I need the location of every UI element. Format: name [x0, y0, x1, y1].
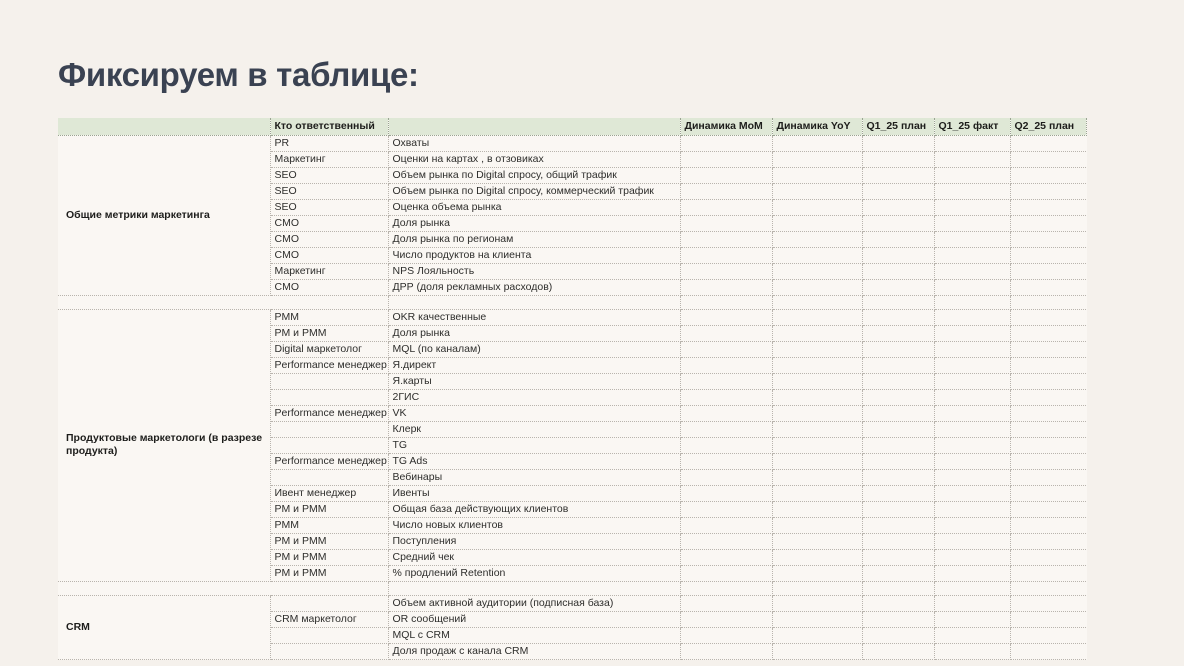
- cell-q1-fact[interactable]: [934, 135, 1010, 151]
- cell-yoy[interactable]: [772, 533, 862, 549]
- cell-metric: Ивенты: [388, 485, 680, 501]
- cell-q1-plan[interactable]: [862, 501, 934, 517]
- cell-q1-fact[interactable]: [934, 199, 1010, 215]
- spacer-cell: [862, 581, 934, 595]
- cell-mom[interactable]: [680, 501, 772, 517]
- section-label: CRM: [58, 595, 270, 659]
- cell-responsible: Ивент менеджер: [270, 485, 388, 501]
- table-row: [58, 135, 1086, 151]
- cell-q1-fact[interactable]: [934, 231, 1010, 247]
- cell-q1-plan[interactable]: [862, 309, 934, 325]
- cell-mom[interactable]: [680, 453, 772, 469]
- cell-q2-plan[interactable]: [1010, 501, 1086, 517]
- cell-q2-plan[interactable]: [1010, 231, 1086, 247]
- cell-q1-plan[interactable]: [862, 389, 934, 405]
- cell-q1-fact[interactable]: [934, 469, 1010, 485]
- cell-yoy[interactable]: [772, 517, 862, 533]
- cell-mom[interactable]: [680, 279, 772, 295]
- cell-responsible: [270, 469, 388, 485]
- cell-responsible: [270, 643, 388, 659]
- cell-yoy[interactable]: [772, 167, 862, 183]
- cell-responsible: Digital маркетолог: [270, 341, 388, 357]
- cell-yoy[interactable]: [772, 199, 862, 215]
- cell-yoy[interactable]: [772, 231, 862, 247]
- cell-responsible: PM и PMM: [270, 533, 388, 549]
- cell-q1-plan[interactable]: [862, 341, 934, 357]
- cell-q2-plan[interactable]: [1010, 405, 1086, 421]
- cell-mom[interactable]: [680, 309, 772, 325]
- column-header-mom: Динамика MoM: [680, 118, 772, 135]
- cell-responsible: CMO: [270, 215, 388, 231]
- cell-q1-plan[interactable]: [862, 611, 934, 627]
- cell-metric: Клерк: [388, 421, 680, 437]
- cell-mom[interactable]: [680, 231, 772, 247]
- cell-q2-plan[interactable]: [1010, 389, 1086, 405]
- cell-metric: Доля рынка по регионам: [388, 231, 680, 247]
- column-header-responsible: Кто ответственный: [270, 118, 388, 135]
- cell-metric: NPS Лояльность: [388, 263, 680, 279]
- spacer-cell: [388, 295, 680, 309]
- cell-q1-fact[interactable]: [934, 453, 1010, 469]
- cell-q2-plan[interactable]: [1010, 373, 1086, 389]
- cell-q1-plan[interactable]: [862, 405, 934, 421]
- cell-q2-plan[interactable]: [1010, 627, 1086, 643]
- cell-metric: Охваты: [388, 135, 680, 151]
- cell-q1-plan[interactable]: [862, 135, 934, 151]
- cell-yoy[interactable]: [772, 437, 862, 453]
- cell-yoy[interactable]: [772, 627, 862, 643]
- cell-q1-plan[interactable]: [862, 151, 934, 167]
- cell-q2-plan[interactable]: [1010, 453, 1086, 469]
- column-header-q2-plan: Q2_25 план: [1010, 118, 1086, 135]
- spacer-cell: [862, 295, 934, 309]
- cell-q1-fact[interactable]: [934, 215, 1010, 231]
- cell-mom[interactable]: [680, 357, 772, 373]
- cell-q2-plan[interactable]: [1010, 437, 1086, 453]
- cell-metric: Средний чек: [388, 549, 680, 565]
- cell-responsible: CMO: [270, 247, 388, 263]
- cell-q1-fact[interactable]: [934, 263, 1010, 279]
- cell-mom[interactable]: [680, 595, 772, 611]
- cell-metric: VK: [388, 405, 680, 421]
- column-header-q1-plan: Q1_25 план: [862, 118, 934, 135]
- cell-q2-plan[interactable]: [1010, 469, 1086, 485]
- cell-q2-plan[interactable]: [1010, 611, 1086, 627]
- spacer-cell: [772, 581, 862, 595]
- cell-metric: Доля рынка: [388, 215, 680, 231]
- cell-mom[interactable]: [680, 183, 772, 199]
- cell-yoy[interactable]: [772, 215, 862, 231]
- cell-mom[interactable]: [680, 469, 772, 485]
- cell-q1-fact[interactable]: [934, 437, 1010, 453]
- cell-responsible: CMO: [270, 279, 388, 295]
- cell-q1-plan[interactable]: [862, 183, 934, 199]
- cell-q1-plan[interactable]: [862, 469, 934, 485]
- cell-mom[interactable]: [680, 517, 772, 533]
- cell-responsible: CRM маркетолог: [270, 611, 388, 627]
- cell-mom[interactable]: [680, 167, 772, 183]
- cell-yoy[interactable]: [772, 469, 862, 485]
- section-label: Общие метрики маркетинга: [58, 135, 270, 295]
- cell-q2-plan[interactable]: [1010, 135, 1086, 151]
- cell-q2-plan[interactable]: [1010, 199, 1086, 215]
- cell-responsible: Performance менеджер: [270, 357, 388, 373]
- cell-mom[interactable]: [680, 611, 772, 627]
- cell-q2-plan[interactable]: [1010, 357, 1086, 373]
- column-header-q1-fact: Q1_25 факт: [934, 118, 1010, 135]
- cell-responsible: PM и PMM: [270, 325, 388, 341]
- cell-mom[interactable]: [680, 341, 772, 357]
- spacer-cell: [934, 581, 1010, 595]
- cell-responsible: [270, 373, 388, 389]
- cell-q2-plan[interactable]: [1010, 151, 1086, 167]
- cell-q1-plan[interactable]: [862, 453, 934, 469]
- cell-q1-plan[interactable]: [862, 167, 934, 183]
- spacer-cell: [1010, 581, 1086, 595]
- cell-q1-fact[interactable]: [934, 627, 1010, 643]
- cell-q1-plan[interactable]: [862, 549, 934, 565]
- cell-metric: Вебинары: [388, 469, 680, 485]
- cell-metric: OR сообщений: [388, 611, 680, 627]
- cell-metric: 2ГИС: [388, 389, 680, 405]
- cell-q1-plan[interactable]: [862, 421, 934, 437]
- section-spacer-row: [58, 581, 1086, 595]
- cell-q1-fact[interactable]: [934, 183, 1010, 199]
- cell-responsible: PMM: [270, 309, 388, 325]
- cell-mom[interactable]: [680, 533, 772, 549]
- cell-q1-plan[interactable]: [862, 263, 934, 279]
- cell-yoy[interactable]: [772, 247, 862, 263]
- cell-q1-plan[interactable]: [862, 437, 934, 453]
- cell-metric: TG: [388, 437, 680, 453]
- cell-yoy[interactable]: [772, 405, 862, 421]
- spacer-cell: [388, 581, 680, 595]
- cell-q1-plan[interactable]: [862, 643, 934, 659]
- cell-q1-plan[interactable]: [862, 517, 934, 533]
- spacer-cell: [934, 295, 1010, 309]
- cell-metric: MQL (по каналам): [388, 341, 680, 357]
- cell-yoy[interactable]: [772, 611, 862, 627]
- cell-q2-plan[interactable]: [1010, 517, 1086, 533]
- cell-responsible: PM и PMM: [270, 549, 388, 565]
- cell-responsible: PMM: [270, 517, 388, 533]
- cell-mom[interactable]: [680, 389, 772, 405]
- cell-q2-plan[interactable]: [1010, 263, 1086, 279]
- cell-q1-fact[interactable]: [934, 167, 1010, 183]
- cell-responsible: [270, 595, 388, 611]
- cell-q1-fact[interactable]: [934, 341, 1010, 357]
- cell-q1-fact[interactable]: [934, 325, 1010, 341]
- cell-q1-plan[interactable]: [862, 231, 934, 247]
- spacer-cell: [680, 581, 772, 595]
- cell-responsible: [270, 389, 388, 405]
- cell-q2-plan[interactable]: [1010, 247, 1086, 263]
- cell-q1-fact[interactable]: [934, 421, 1010, 437]
- cell-responsible: [270, 421, 388, 437]
- cell-q1-fact[interactable]: [934, 373, 1010, 389]
- cell-yoy[interactable]: [772, 341, 862, 357]
- cell-metric: Доля рынка: [388, 325, 680, 341]
- cell-mom[interactable]: [680, 643, 772, 659]
- cell-q1-fact[interactable]: [934, 405, 1010, 421]
- cell-q1-plan[interactable]: [862, 357, 934, 373]
- cell-yoy[interactable]: [772, 183, 862, 199]
- cell-yoy[interactable]: [772, 643, 862, 659]
- cell-yoy[interactable]: [772, 453, 862, 469]
- cell-yoy[interactable]: [772, 421, 862, 437]
- column-header-group: [58, 118, 270, 135]
- cell-responsible: PM и PMM: [270, 501, 388, 517]
- cell-metric: Поступления: [388, 533, 680, 549]
- spacer-cell: [58, 295, 270, 309]
- cell-q2-plan[interactable]: [1010, 549, 1086, 565]
- cell-q1-fact[interactable]: [934, 247, 1010, 263]
- cell-mom[interactable]: [680, 627, 772, 643]
- spacer-cell: [772, 295, 862, 309]
- cell-mom[interactable]: [680, 373, 772, 389]
- cell-mom[interactable]: [680, 437, 772, 453]
- cell-q1-plan[interactable]: [862, 627, 934, 643]
- cell-q1-plan[interactable]: [862, 373, 934, 389]
- cell-metric: OKR качественные: [388, 309, 680, 325]
- table-row: [58, 309, 1086, 325]
- cell-metric: Объем рынка по Digital спросу, коммерческий трафик: [388, 183, 680, 199]
- cell-q1-fact[interactable]: [934, 533, 1010, 549]
- page-title: Фиксируем в таблице:: [58, 56, 419, 93]
- cell-responsible: SEO: [270, 167, 388, 183]
- cell-metric: Доля продаж с канала CRM: [388, 643, 680, 659]
- cell-metric: Объем активной аудитории (подписная база): [388, 595, 680, 611]
- cell-mom[interactable]: [680, 199, 772, 215]
- cell-responsible: SEO: [270, 183, 388, 199]
- cell-yoy[interactable]: [772, 595, 862, 611]
- table-header-row: [58, 118, 1086, 135]
- cell-yoy[interactable]: [772, 279, 862, 295]
- cell-yoy[interactable]: [772, 309, 862, 325]
- cell-metric: % продлений Retention: [388, 565, 680, 581]
- cell-yoy[interactable]: [772, 389, 862, 405]
- cell-responsible: Маркетинг: [270, 151, 388, 167]
- cell-yoy[interactable]: [772, 151, 862, 167]
- cell-q2-plan[interactable]: [1010, 595, 1086, 611]
- cell-responsible: [270, 437, 388, 453]
- cell-yoy[interactable]: [772, 357, 862, 373]
- cell-yoy[interactable]: [772, 135, 862, 151]
- cell-metric: Я.карты: [388, 373, 680, 389]
- cell-metric: MQL с CRM: [388, 627, 680, 643]
- cell-responsible: PM и PMM: [270, 565, 388, 581]
- cell-mom[interactable]: [680, 485, 772, 501]
- spacer-cell: [58, 581, 270, 595]
- section-spacer-row: [58, 295, 1086, 309]
- spacer-cell: [680, 295, 772, 309]
- table-row: [58, 595, 1086, 611]
- cell-q2-plan[interactable]: [1010, 183, 1086, 199]
- cell-q1-plan[interactable]: [862, 215, 934, 231]
- cell-yoy[interactable]: [772, 501, 862, 517]
- cell-mom[interactable]: [680, 421, 772, 437]
- cell-q2-plan[interactable]: [1010, 341, 1086, 357]
- metrics-table: [58, 118, 1087, 660]
- cell-q1-fact[interactable]: [934, 595, 1010, 611]
- cell-q1-fact[interactable]: [934, 279, 1010, 295]
- cell-q1-plan[interactable]: [862, 565, 934, 581]
- cell-q2-plan[interactable]: [1010, 215, 1086, 231]
- cell-q2-plan[interactable]: [1010, 325, 1086, 341]
- cell-metric: Число новых клиентов: [388, 517, 680, 533]
- cell-responsible: Performance менеджер: [270, 453, 388, 469]
- cell-q2-plan[interactable]: [1010, 421, 1086, 437]
- cell-q1-plan[interactable]: [862, 247, 934, 263]
- section-label: Продуктовые маркетологи (в разрезе продукта): [58, 309, 270, 581]
- cell-yoy[interactable]: [772, 325, 862, 341]
- cell-responsible: SEO: [270, 199, 388, 215]
- cell-q1-fact[interactable]: [934, 389, 1010, 405]
- cell-q1-fact[interactable]: [934, 643, 1010, 659]
- cell-yoy[interactable]: [772, 565, 862, 581]
- cell-q2-plan[interactable]: [1010, 643, 1086, 659]
- spacer-cell: [270, 581, 388, 595]
- cell-q1-plan[interactable]: [862, 595, 934, 611]
- cell-mom[interactable]: [680, 405, 772, 421]
- cell-mom[interactable]: [680, 549, 772, 565]
- cell-mom[interactable]: [680, 565, 772, 581]
- metrics-table-container: [58, 118, 1086, 660]
- cell-q2-plan[interactable]: [1010, 533, 1086, 549]
- column-header-yoy: Динамика YoY: [772, 118, 862, 135]
- table-header: [58, 118, 1086, 135]
- cell-q1-fact[interactable]: [934, 309, 1010, 325]
- cell-yoy[interactable]: [772, 373, 862, 389]
- cell-q1-plan[interactable]: [862, 325, 934, 341]
- cell-mom[interactable]: [680, 247, 772, 263]
- cell-responsible: [270, 627, 388, 643]
- cell-q2-plan[interactable]: [1010, 279, 1086, 295]
- cell-q1-fact[interactable]: [934, 611, 1010, 627]
- cell-q1-fact[interactable]: [934, 485, 1010, 501]
- cell-q1-fact[interactable]: [934, 549, 1010, 565]
- cell-q1-fact[interactable]: [934, 357, 1010, 373]
- cell-metric: ДРР (доля рекламных расходов): [388, 279, 680, 295]
- cell-q2-plan[interactable]: [1010, 485, 1086, 501]
- cell-responsible: PR: [270, 135, 388, 151]
- column-header-metric: [388, 118, 680, 135]
- cell-mom[interactable]: [680, 151, 772, 167]
- cell-mom[interactable]: [680, 215, 772, 231]
- cell-metric: Оценка объема рынка: [388, 199, 680, 215]
- cell-q1-fact[interactable]: [934, 517, 1010, 533]
- cell-metric: Объем рынка по Digital спросу, общий трафик: [388, 167, 680, 183]
- cell-metric: Оценки на картах , в отзовиках: [388, 151, 680, 167]
- cell-q1-fact[interactable]: [934, 501, 1010, 517]
- cell-metric: TG Ads: [388, 453, 680, 469]
- cell-mom[interactable]: [680, 135, 772, 151]
- cell-metric: Число продуктов на клиента: [388, 247, 680, 263]
- cell-mom[interactable]: [680, 325, 772, 341]
- cell-q2-plan[interactable]: [1010, 309, 1086, 325]
- cell-responsible: Performance менеджер: [270, 405, 388, 421]
- cell-q1-plan[interactable]: [862, 279, 934, 295]
- cell-q1-fact[interactable]: [934, 565, 1010, 581]
- cell-metric: Я.директ: [388, 357, 680, 373]
- cell-q1-plan[interactable]: [862, 199, 934, 215]
- cell-q1-plan[interactable]: [862, 533, 934, 549]
- cell-mom[interactable]: [680, 263, 772, 279]
- cell-q2-plan[interactable]: [1010, 565, 1086, 581]
- spacer-cell: [1010, 295, 1086, 309]
- cell-metric: Общая база действующих клиентов: [388, 501, 680, 517]
- cell-yoy[interactable]: [772, 549, 862, 565]
- cell-q2-plan[interactable]: [1010, 167, 1086, 183]
- cell-q1-plan[interactable]: [862, 485, 934, 501]
- cell-responsible: Маркетинг: [270, 263, 388, 279]
- cell-responsible: CMO: [270, 231, 388, 247]
- table-body: [58, 135, 1086, 659]
- cell-yoy[interactable]: [772, 263, 862, 279]
- spacer-cell: [270, 295, 388, 309]
- cell-q1-fact[interactable]: [934, 151, 1010, 167]
- cell-yoy[interactable]: [772, 485, 862, 501]
